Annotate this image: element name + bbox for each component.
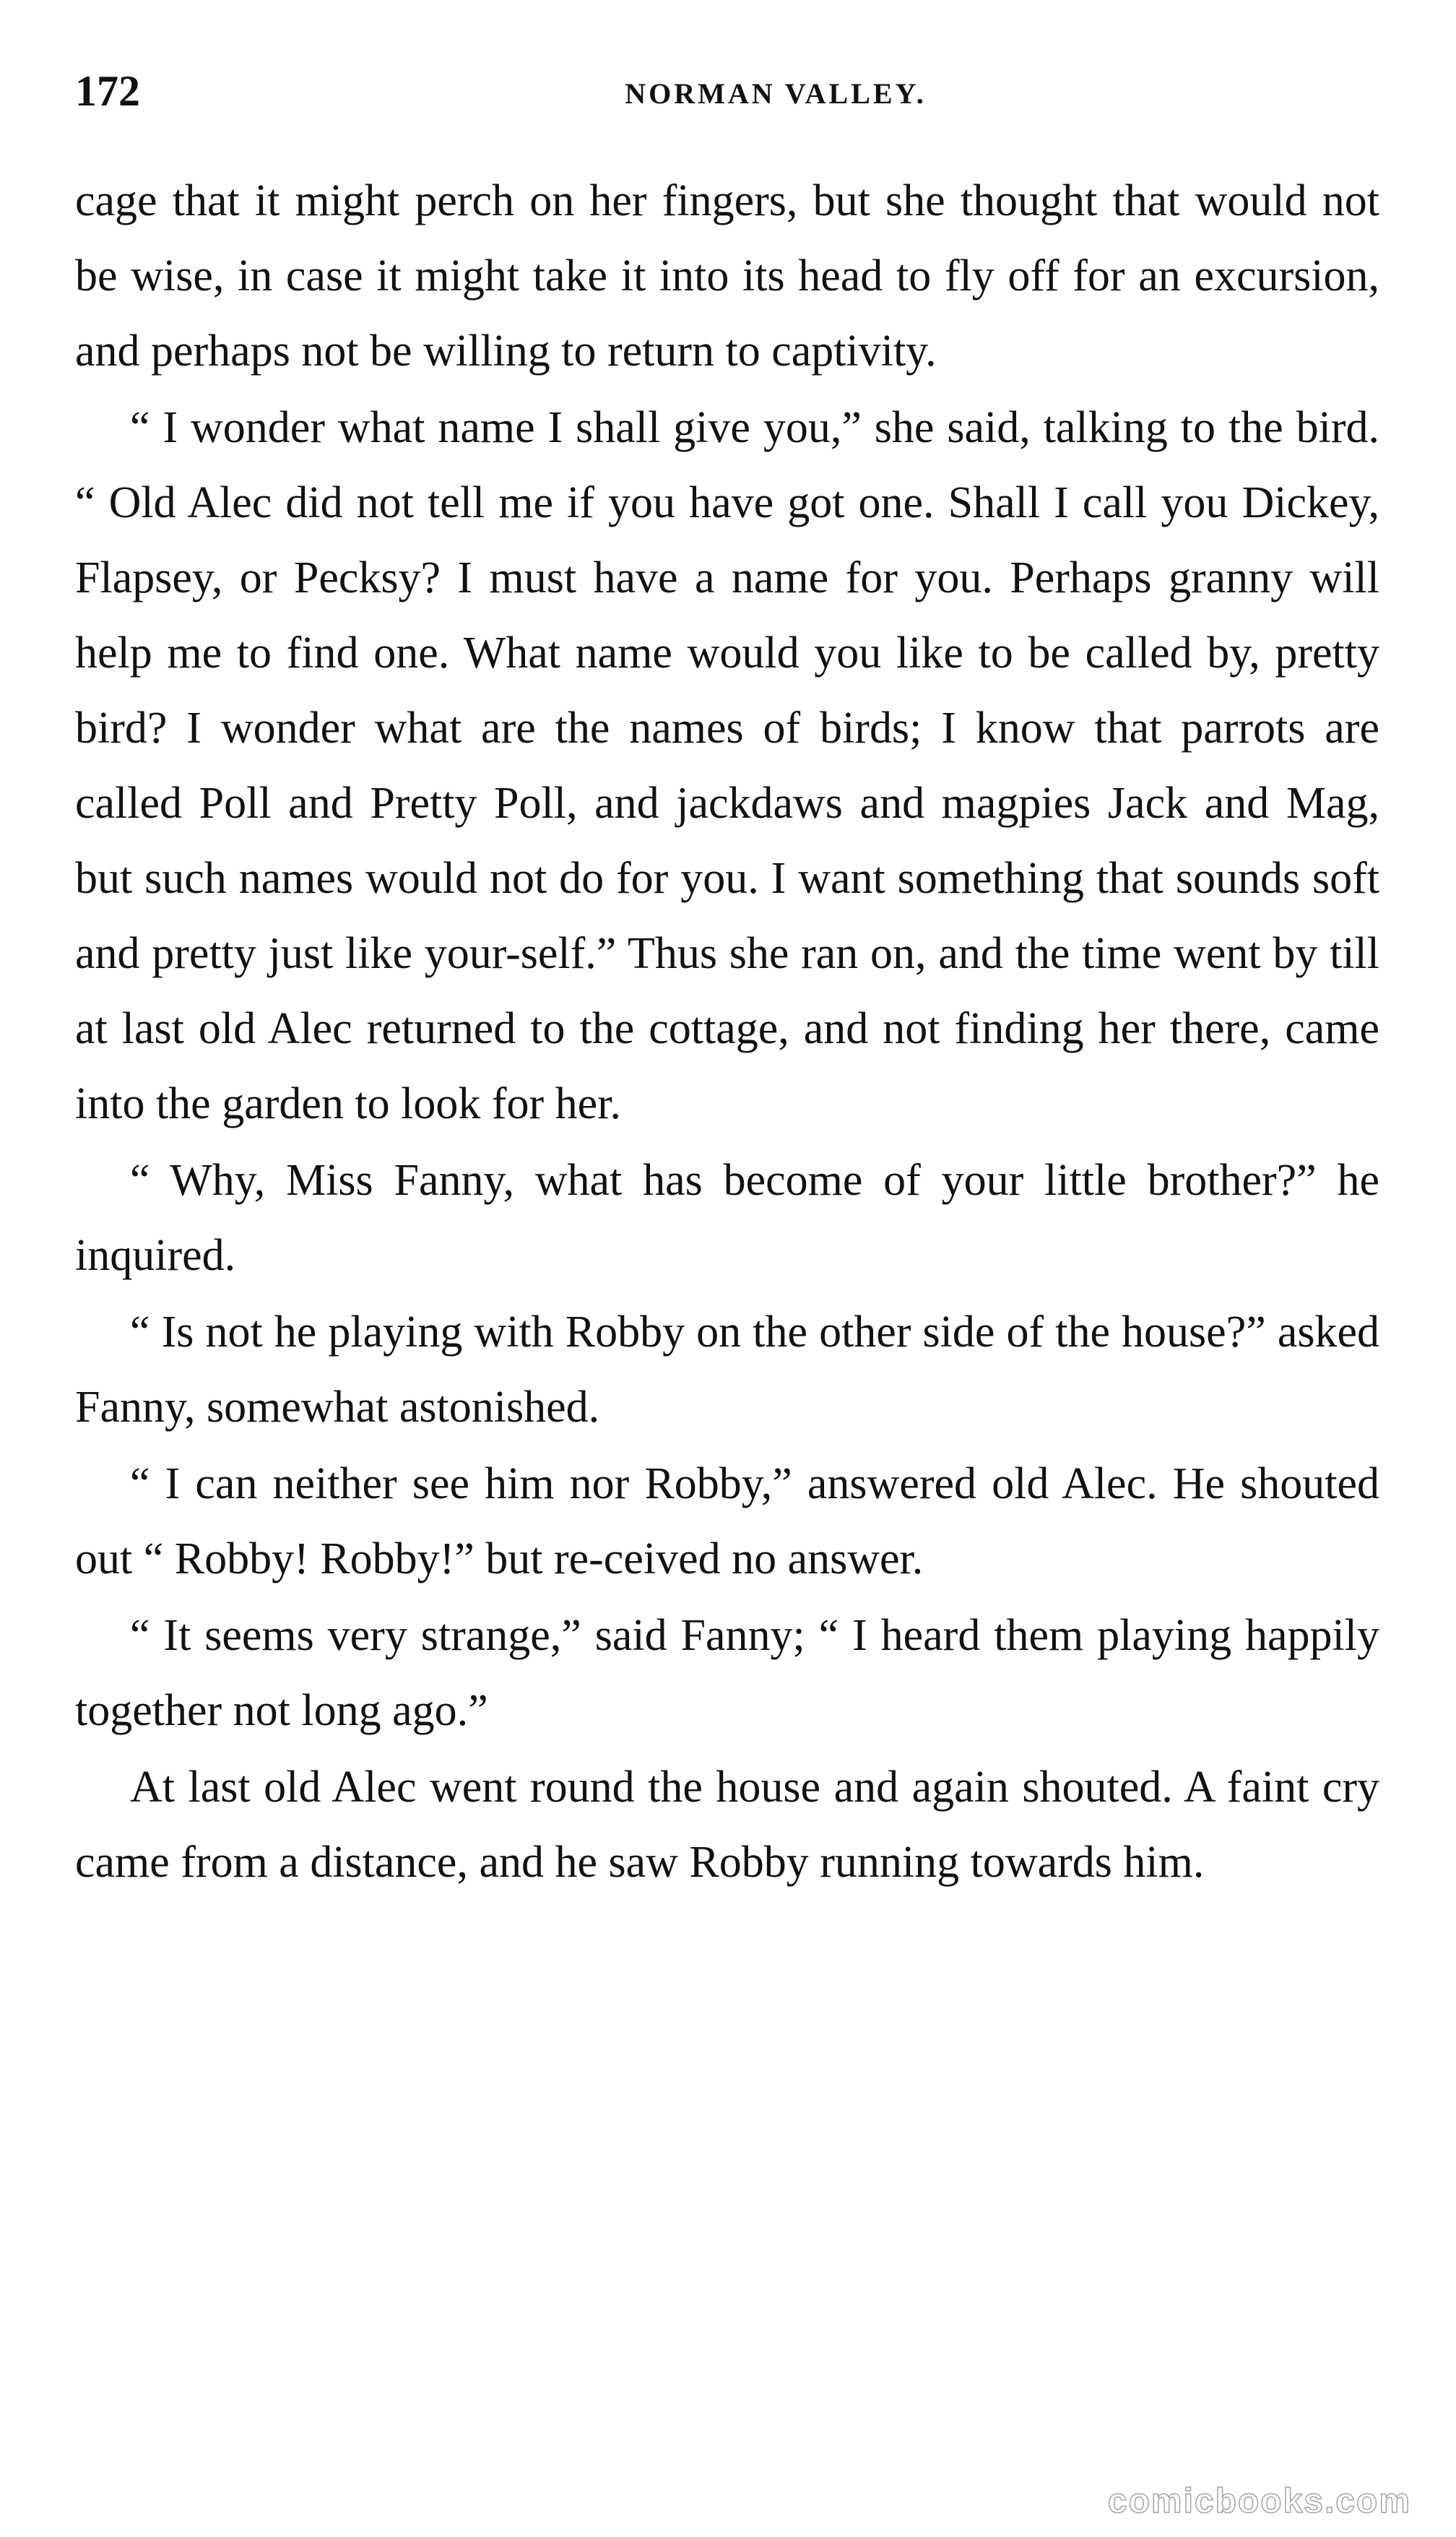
body-text bbox=[75, 163, 1379, 1900]
paragraph: “ Why, Miss Fanny, what has become of your little brother?” he inquired. bbox=[75, 1156, 1379, 1280]
running-title: NORMAN VALLEY. bbox=[625, 77, 927, 110]
page-number: 172 bbox=[75, 67, 140, 115]
page-header bbox=[75, 62, 1375, 120]
paragraph: At last old Alec went round the house and again shouted. A faint cry came from a distance, and he saw Robby running towards him. bbox=[75, 1763, 1379, 1887]
paragraph: “ I wonder what name I shall give you,” she said, talking to the bird. “ Old Alec did not tell me if you have got one. Shall I call you Dickey, Flapsey, or Pecksy? I must have a name for you. Perhaps granny will help me to find one. What name would you like to be called by, pretty bird? I wonder what are the names of birds; I know that parrots are called Poll and Pretty Poll, and jackdaws and magpies Jack and Mag, but such names would not do for you. I want something that sounds soft and pretty just like your-self.” Thus she ran on, and the time went by till at last old Alec returned to the cottage, and not finding her there, came into the garden to look for her. bbox=[75, 403, 1379, 1128]
paragraph: cage that it might perch on her fingers, but she thought that would not be wise, in case it might take it into its head to fly off for an excursion, and perhaps not be willing to return to captivity. bbox=[75, 176, 1379, 376]
paragraph: “ I can neither see him nor Robby,” answered old Alec. He shouted out “ Robby! Robby!” but re-ceived no answer. bbox=[75, 1459, 1379, 1583]
paragraph: “ Is not he playing with Robby on the other side of the house?” asked Fanny, somewhat astonished. bbox=[75, 1308, 1379, 1432]
watermark: comicbooks.com bbox=[1107, 2482, 1411, 2520]
paragraph: “ It seems very strange,” said Fanny; “ I heard them playing happily together not long ago.” bbox=[75, 1611, 1379, 1735]
